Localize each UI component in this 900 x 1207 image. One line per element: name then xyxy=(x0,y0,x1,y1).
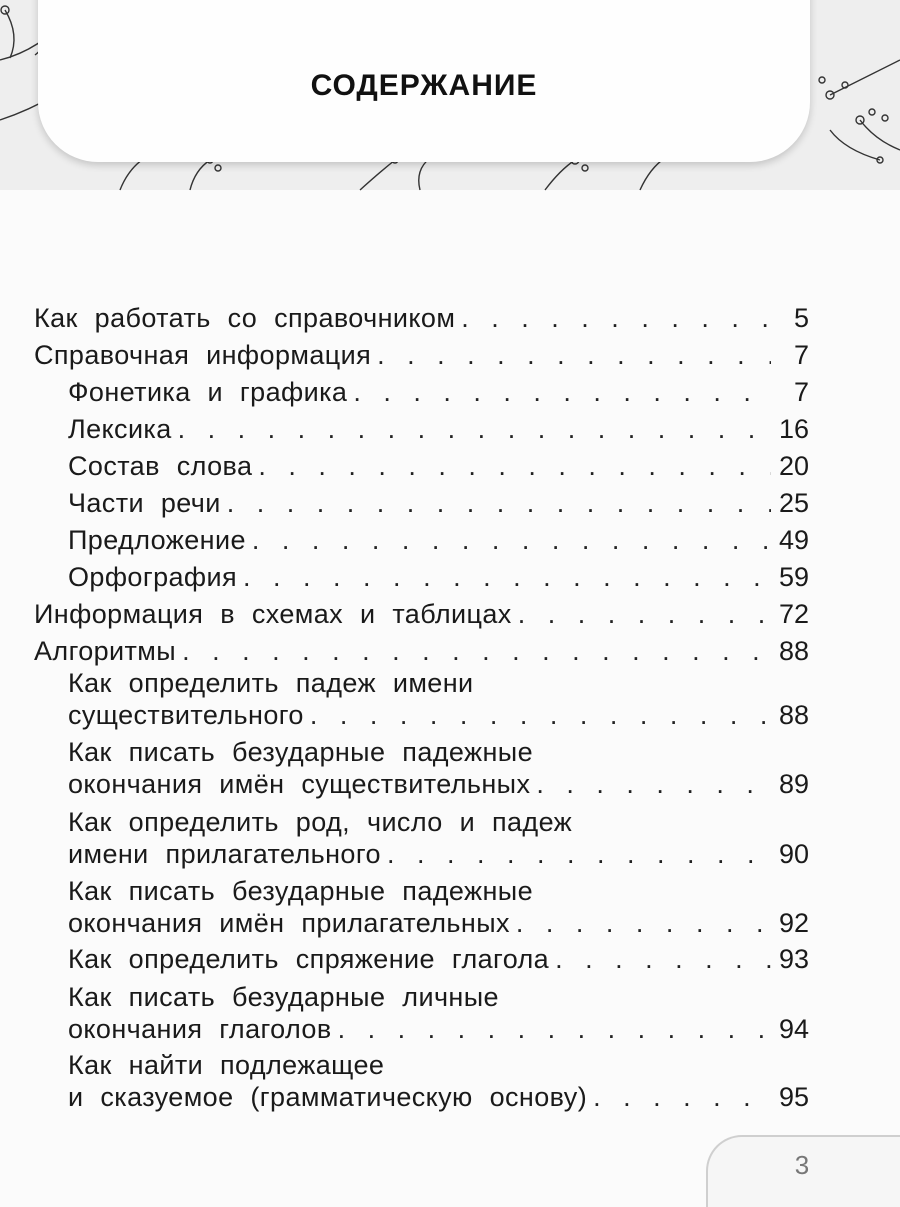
toc-page-number: 90 xyxy=(778,839,809,869)
toc-entry-title: Лексика xyxy=(68,414,172,444)
dot-leader xyxy=(227,487,771,519)
toc-entry xyxy=(34,339,809,371)
dot-leader xyxy=(338,1013,771,1045)
toc-entry xyxy=(34,635,809,667)
dot-leader xyxy=(310,699,771,731)
dot-leader xyxy=(461,302,771,334)
toc-entry-title-continued: окончания глаголов xyxy=(68,1014,332,1044)
toc-entry-title: Как определить спряжение глагола xyxy=(68,944,550,974)
toc-entry-title-continued: имени прилагательного xyxy=(68,839,381,869)
dot-leader xyxy=(252,524,771,556)
toc-entry xyxy=(68,736,809,800)
toc-page-number: 93 xyxy=(778,944,809,974)
toc-entry-title: Орфография xyxy=(68,562,238,592)
toc-entry xyxy=(68,981,809,1045)
dot-leader xyxy=(518,598,771,630)
toc-page-number: 20 xyxy=(778,451,809,481)
toc-entry xyxy=(68,875,809,939)
toc-entry-title: Как определить падеж имени xyxy=(68,668,474,698)
toc-entry xyxy=(68,1049,809,1113)
toc-entry-title: Алгоритмы xyxy=(34,636,177,666)
toc-entry-title: Части речи xyxy=(68,488,221,518)
toc-entry-title: Как писать безударные падежные xyxy=(68,737,534,767)
toc-entry-title-continued: существительного xyxy=(68,700,304,730)
dot-leader xyxy=(243,561,771,593)
dot-leader xyxy=(536,768,771,800)
toc-entry-title: Как писать безударные личные xyxy=(68,982,499,1012)
toc-entry-title-continued: окончания имён прилагательных xyxy=(68,908,510,938)
page-number: 3 xyxy=(794,1150,810,1180)
toc-entry-title: Справочная информация xyxy=(34,340,372,370)
toc-entry xyxy=(68,943,809,975)
toc-page-number: 7 xyxy=(793,377,809,407)
toc-entry xyxy=(68,524,809,556)
toc-page-number: 49 xyxy=(778,525,809,555)
toc-entry-title: Как работать со справочником xyxy=(34,303,456,333)
toc-page-number: 16 xyxy=(778,414,809,444)
dot-leader xyxy=(377,339,771,371)
toc-entry xyxy=(68,561,809,593)
toc-page-number: 7 xyxy=(793,340,809,370)
toc-page-number: 72 xyxy=(778,599,809,629)
dot-leader xyxy=(258,450,771,482)
toc-page-number: 94 xyxy=(778,1014,809,1044)
dot-leader xyxy=(555,943,771,975)
toc-page-number: 89 xyxy=(778,769,809,799)
toc-page-number: 5 xyxy=(793,303,809,333)
toc-entry-title: Как писать безударные падежные xyxy=(68,876,534,906)
toc-entry-title: Как определить род, число и падеж xyxy=(68,807,573,837)
toc-entry xyxy=(68,487,809,519)
toc-entry xyxy=(68,413,809,445)
toc-entry-title: Фонетика и графика xyxy=(68,377,348,407)
toc-entry xyxy=(68,376,809,408)
toc-entry xyxy=(68,450,809,482)
dot-leader xyxy=(178,413,771,445)
toc-page-number: 88 xyxy=(778,700,809,730)
dot-leader xyxy=(182,635,771,667)
dot-leader xyxy=(353,376,771,408)
toc-entry-title: Предложение xyxy=(68,525,246,555)
toc-entry xyxy=(34,598,809,630)
toc-entry xyxy=(68,806,809,870)
toc-page-number: 88 xyxy=(778,636,809,666)
toc-entry xyxy=(34,302,809,334)
toc-page-number: 92 xyxy=(778,908,809,938)
dot-leader xyxy=(593,1081,771,1113)
toc-entry-title: Состав слова xyxy=(68,451,253,481)
toc-entry-title-continued: и сказуемое (грамматическую основу) xyxy=(68,1082,588,1112)
toc-page-number: 25 xyxy=(778,488,809,518)
toc-entry-title-continued: окончания имён существительных xyxy=(68,769,531,799)
toc-entry-title: Информация в схемах и таблицах xyxy=(34,599,512,629)
toc-entry xyxy=(68,667,809,731)
toc-page-number: 59 xyxy=(778,562,809,592)
dot-leader xyxy=(387,838,771,870)
dot-leader xyxy=(516,907,771,939)
page-title: СОДЕРЖАНИЕ xyxy=(310,69,538,102)
toc-entry-title: Как найти подлежащее xyxy=(68,1050,385,1080)
toc-page-number: 95 xyxy=(778,1082,809,1112)
